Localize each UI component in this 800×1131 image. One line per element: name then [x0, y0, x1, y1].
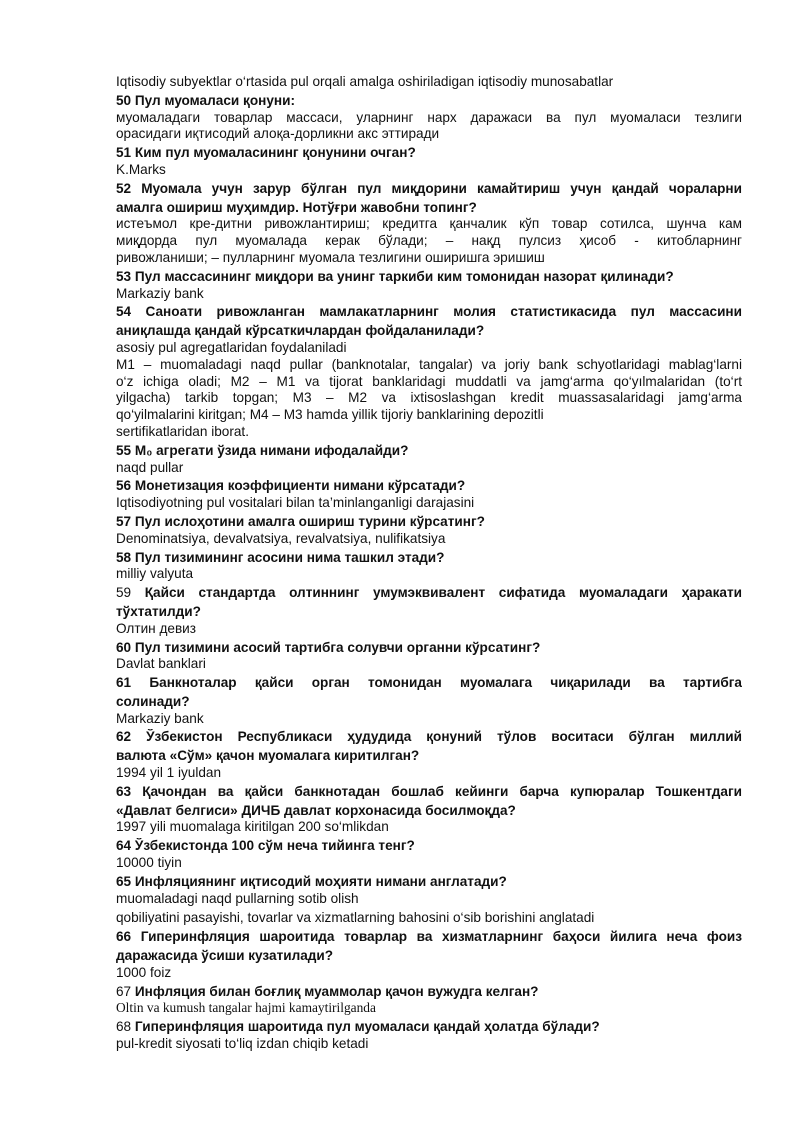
line-text: 53 Пул массасининг миқдори ва унинг таркиби ким томонидан назорат қилинади? — [116, 268, 674, 284]
line-text: миқдорда пул муомалада керак бўлади; – нақд пулсиз ҳисоб - китобларнинг — [116, 233, 742, 249]
answer-line — [116, 656, 742, 673]
line-text: 52 Муомала учун зарур бўлган пул миқдорини камайтириш учун қандай чораларни — [116, 180, 742, 196]
question-number: 68 — [116, 1019, 135, 1035]
line-text: Қайси стандартда олтиннинг умумэквивалент сифатида муомаладаги ҳаракати — [144, 585, 742, 601]
line-text: Iqtisodiyotning pul vositalari bilan ta’minlanganligi darajasini — [116, 495, 475, 511]
answer-line — [116, 460, 742, 477]
answer-line — [116, 357, 742, 374]
line-text: qo‘yilmalarini kiritgan; M4 – M3 hamda yillik tijoriy banklarining depozitli — [116, 407, 544, 423]
question-line — [116, 640, 742, 657]
question-line — [116, 984, 742, 1001]
line-text: 65 Инфляциянинг иқтисодий моҳияти нимани англатади? — [116, 873, 507, 889]
question-line — [116, 874, 742, 891]
line-text: амалга ошириш муҳимдир. Нотўғри жавобни топинг? — [116, 199, 477, 215]
answer-line — [116, 424, 742, 441]
question-line — [116, 729, 742, 746]
line-text: валюта «Сўм» қачон муомалага киритилган? — [116, 748, 420, 764]
line-text: орасидаги иқтисодий алоқа-дорликни акс эттиради — [116, 126, 440, 142]
question-line — [116, 803, 742, 820]
question-line — [116, 675, 742, 692]
question-line — [116, 93, 742, 110]
answer-line — [116, 110, 742, 127]
question-line — [116, 748, 742, 765]
question-line — [116, 550, 742, 567]
line-text: истеъмол кре-дитни ривожлантириш; кредитга қанчалик кўп товар сотилса, шунча кам — [116, 216, 742, 232]
line-text: даражасида ўсиши кузатилади? — [116, 948, 334, 964]
line-text: asosiy pul agregatlaridan foydalaniladi — [116, 339, 347, 355]
line-text: Davlat banklari — [116, 656, 206, 672]
line-text: Гиперинфляция шароитида пул муомаласи қандай ҳолатда бўлади? — [134, 1019, 600, 1035]
answer-line — [116, 390, 742, 407]
line-text: 1997 yili muomalaga kiritilgan 200 so‘mlikdan — [116, 819, 389, 835]
answer-line — [116, 531, 742, 548]
line-text: K.Marks — [116, 161, 166, 177]
line-text: sertifikatlaridan iborat. — [116, 423, 249, 439]
answer-line — [116, 340, 742, 357]
line-text: muomaladagi naqd pullarning sotib olish — [116, 890, 359, 906]
line-text: 61 Банкноталар қайси орган томонидан муомалага чиқарилади ва тартибга — [116, 675, 742, 691]
line-text: Iqtisodiy subyektlar o‘rtasida pul orqali amalga oshiriladigan iqtisodiy munosabatlar — [116, 74, 614, 89]
question-line — [116, 585, 742, 602]
answer-line — [116, 891, 742, 908]
line-text: yilgacha) tarkib topgan; M3 – M2 va ixtisoslashgan kredit muassasalaridagi jamg‘arma — [116, 390, 742, 406]
answer-line — [116, 566, 742, 583]
question-line — [116, 514, 742, 531]
question-line — [116, 181, 742, 198]
line-text: тўхтатилди? — [116, 603, 201, 619]
line-text: 62 Ўзбекистон Республикаси ҳудудида қонуний тўлов воситаси бўлган миллий — [116, 729, 742, 745]
line-text: аниқлашда қандай кўрсаткичлардан фойдаланилади? — [116, 323, 485, 339]
question-line — [116, 323, 742, 340]
question-line — [116, 784, 742, 801]
line-text: Markaziy bank — [116, 710, 204, 726]
line-text: 66 Гиперинфляция шароитида товарлар ва хизматларнинг баҳоси йилига неча фоиз — [116, 929, 742, 945]
question-line — [116, 838, 742, 855]
answer-line — [116, 910, 742, 927]
line-text: ривожланиши; – пулларнинг муомала тезлигини оширишга эришиш — [116, 249, 545, 265]
question-line — [116, 443, 742, 460]
line-text: 51 Ким пул муомаласининг қонунини очган? — [116, 145, 416, 161]
line-text: солинади? — [116, 693, 190, 709]
line-text: milliy valyuta — [116, 566, 194, 582]
line-text: M1 – muomaladagi naqd pullar (banknotalar, tangalar) va joriy bank schyotlaridagi mablag‘larni — [116, 356, 742, 372]
line-text: 64 Ўзбекистонда 100 сўм неча тийинга тенг? — [116, 838, 415, 854]
answer-line — [116, 286, 742, 303]
question-line — [116, 929, 742, 946]
line-text: 58 Пул тизимининг асосини нима ташкил этади? — [116, 549, 445, 565]
line-text: 1000 foiz — [116, 964, 172, 980]
line-text: Oltin va kumush tangalar hajmi kamaytirilganda — [116, 1000, 376, 1016]
line-text: 1994 yil 1 iyuldan — [116, 765, 222, 781]
answer-line — [116, 126, 742, 143]
answer-line — [116, 374, 742, 391]
line-text: Олтин девиз — [116, 620, 196, 636]
question-line — [116, 145, 742, 162]
answer-line — [116, 216, 742, 233]
line-text: 56 Монетизация коэффициенти нимани кўрсатади? — [116, 478, 466, 494]
line-text: 57 Пул ислоҳотини амалга ошириш турини кўрсатинг? — [116, 513, 485, 529]
line-text: o‘z ichiga oladi; M2 – M1 va tijorat banklaridagi muddatli va jamg‘arma qo‘yılmalaridan (to‘rt — [116, 373, 742, 389]
line-text: 60 Пул тизимини асосий тартибга солувчи органни кўрсатинг? — [116, 639, 541, 655]
question-line — [116, 604, 742, 621]
line-text: муомаладаги товарлар массаси, уларнинг нарх даражаси ва пул муомаласи тезлиги — [116, 109, 742, 125]
line-text: pul-kredit siyosati to‘liq izdan chiqib ketadi — [116, 1036, 369, 1052]
answer-line — [116, 250, 742, 267]
line-text: 50 Пул муомаласи қонуни: — [116, 92, 295, 108]
answer-line — [116, 765, 742, 782]
answer-line — [116, 711, 742, 728]
line-text: 55 M₀ агрегати ўзида нимани ифодалайди? — [116, 442, 409, 458]
answer-line — [116, 1000, 742, 1017]
answer-line — [116, 819, 742, 836]
line-text: qobiliyatini pasayishi, tovarlar va xizmatlarning bahosini o‘sib borishini anglatadi — [116, 910, 595, 926]
document-page — [116, 74, 742, 1053]
question-number: 67 — [116, 983, 135, 999]
line-text: 54 Саноати ривожланган мамлакатларнинг молия статистикасида пул массасини — [116, 304, 742, 320]
question-line — [116, 478, 742, 495]
answer-line — [116, 407, 742, 424]
answer-line — [116, 855, 742, 872]
line-text: Denominatsiya, devalvatsiya, revalvatsiya, nulifikatsiya — [116, 530, 446, 546]
line-text: 10000 tiyin — [116, 855, 182, 871]
question-line — [116, 200, 742, 217]
answer-line — [116, 495, 742, 512]
question-line — [116, 948, 742, 965]
answer-line — [116, 1036, 742, 1053]
answer-line — [116, 74, 742, 91]
question-line — [116, 269, 742, 286]
line-text: «Давлат белгиси» ДИЧБ давлат корхонасида босилмоқда? — [116, 802, 516, 818]
line-text: Инфляция билан боғлиқ муаммолар қачон вужудга келган? — [134, 983, 539, 999]
line-text: Markaziy bank — [116, 285, 204, 301]
question-line — [116, 304, 742, 321]
answer-line — [116, 162, 742, 179]
line-text: 63 Қачондан ва қайси банкнотадан бошлаб кейинги барча купюралар Тошкентдаги — [116, 783, 742, 799]
question-number: 59 — [116, 585, 145, 601]
question-line — [116, 1019, 742, 1036]
answer-line — [116, 233, 742, 250]
answer-line — [116, 621, 742, 638]
question-line — [116, 694, 742, 711]
line-text: naqd pullar — [116, 459, 184, 475]
answer-line — [116, 965, 742, 982]
